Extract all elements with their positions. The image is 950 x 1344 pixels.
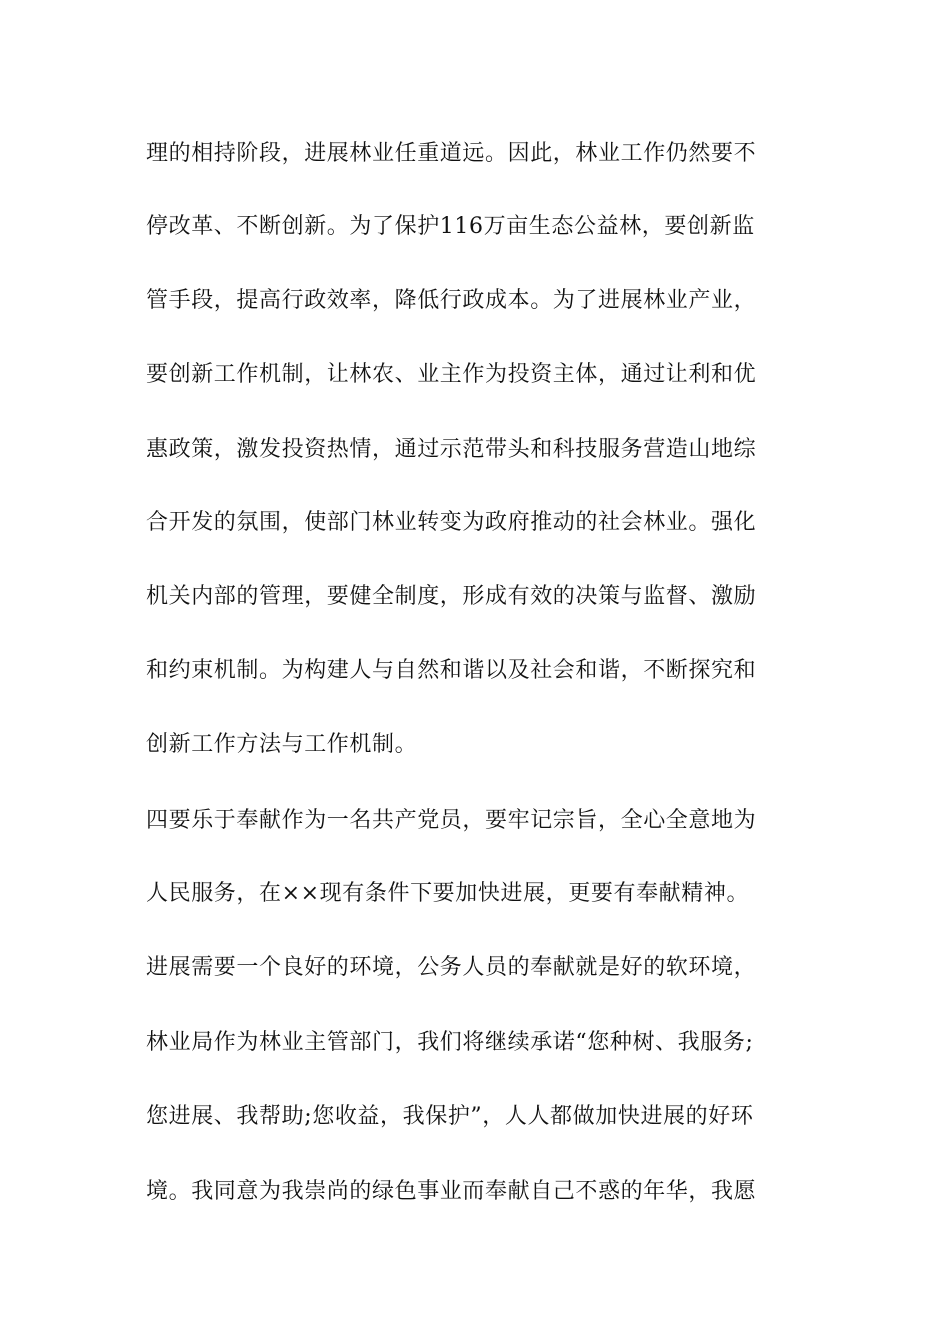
text-line-10: 四要乐于奉献作为一名共产党员，要牢记宗旨，全心全意地为 <box>146 808 757 833</box>
text-line-14: 您进展、我帮助;您收益，我保护”，人人都做加快进展的好环 <box>146 1104 754 1129</box>
text-line-2: 停改革、不断创新。为了保护116万亩生态公益林，要创新监 <box>146 214 755 239</box>
text-line-7: 机关内部的管理，要健全制度，形成有效的决策与监督、激励 <box>146 584 757 609</box>
text-line-15: 境。我同意为我崇尚的绿色事业而奉献自己不惑的年华，我愿 <box>146 1179 757 1204</box>
text-line-1: 理的相持阶段，进展林业任重道远。因此，林业工作仍然要不 <box>146 141 757 166</box>
text-line-5: 惠政策，激发投资热情，通过示范带头和科技服务营造山地综 <box>146 437 757 462</box>
text-line-9: 创新工作方法与工作机制。 <box>146 732 418 757</box>
text-line-12: 进展需要一个良好的环境，公务人员的奉献就是好的软环境， <box>146 955 757 980</box>
text-line-4: 要创新工作机制，让林农、业主作为投资主体，通过让利和优 <box>146 362 757 387</box>
text-line-3: 管手段，提高行政效率，降低行政成本。为了进展林业产业， <box>146 288 757 313</box>
text-line-13: 林业局作为林业主管部门，我们将继续承诺“您种树、我服务; <box>146 1030 754 1055</box>
text-line-8: 和约束机制。为构建人与自然和谐以及社会和谐，不断探究和 <box>146 658 757 683</box>
text-line-6: 合开发的氛围，使部门林业转变为政府推动的社会林业。强化 <box>146 510 757 535</box>
text-line-11: 人民服务，在××现有条件下要加快进展，更要有奉献精神。 <box>146 881 750 906</box>
